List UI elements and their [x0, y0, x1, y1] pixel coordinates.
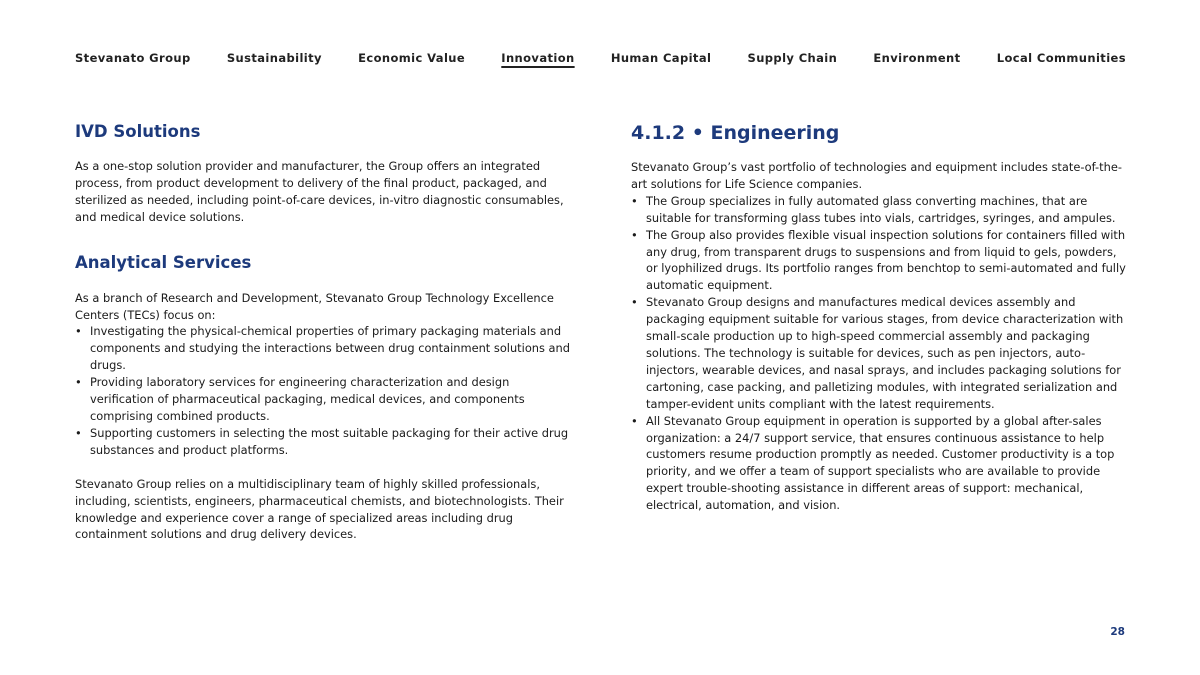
- nav-local-communities[interactable]: Local Communities: [996, 51, 1126, 65]
- analytical-services-closing: Stevanato Group relies on a multidisciplinary team of highly skilled professionals, including, scientists, engineers, pharmaceutical chemists, and biotechnologists. Their knowledge and experience cover a range of specialized areas including drug containment solutions and drug delivery devices.: [75, 476, 564, 542]
- nav-economic-value[interactable]: Economic Value: [358, 51, 466, 65]
- nav-sustainability[interactable]: Sustainability: [226, 51, 322, 65]
- engineering-intro: Stevanato Group’s vast portfolio of technologies and equipment includes state-of-the-art solutions for Life Science companies.: [631, 160, 1122, 191]
- analytical-services-list: [75, 323, 575, 458]
- nav-environment[interactable]: Environment: [873, 51, 961, 65]
- nav-human-capital[interactable]: Human Capital: [610, 51, 712, 65]
- list-item: • Providing laboratory services for engineering characterization and design verification of pharmaceutical packaging, medical devices, and components comprising combined products.: [75, 374, 575, 425]
- list-item: • The Group specializes in fully automated glass converting machines, that are suitable for transforming glass tubes into vials, cartridges, syringes, and ampules.: [631, 193, 1131, 227]
- page-number: 28: [1110, 626, 1125, 638]
- nav-stevanato-group[interactable]: Stevanato Group: [75, 51, 191, 65]
- engineering-heading: 4.1.2 • Engineering: [631, 122, 840, 144]
- nav-supply-chain[interactable]: Supply Chain: [747, 51, 838, 65]
- nav-innovation[interactable]: Innovation: [501, 51, 575, 65]
- list-item: • Stevanato Group designs and manufactures medical devices assembly and packaging equipment suitable for various stages, from device characterization with small-scale production up to high-speed commercial assembly and packaging solutions. The technology is suitable for devices, such as pen injectors, auto-injectors, wearable devices, and nasal sprays, and includes packaging solutions for cartoning, case packing, and palletizing modules, with integrated serialization and tamper-evident units compliant with the latest requirements.: [631, 294, 1131, 412]
- right-column: [631, 121, 1131, 514]
- left-column: [75, 121, 575, 543]
- analytical-services-intro: As a branch of Research and Development, Stevanato Group Technology Excellence Centers (TECs) focus on:: [75, 290, 554, 322]
- list-item: • Supporting customers in selecting the most suitable packaging for their active drug substances and product platforms.: [75, 425, 575, 459]
- ivd-solutions-text: As a one-stop solution provider and manufacturer, the Group offers an integrated process, from product development to delivery of the final product, packaged, and sterilized as needed, including point-of-care devices, in-vitro diagnostic consumables, and medical device solutions.: [75, 159, 564, 224]
- analytical-services-heading: Analytical Services: [75, 252, 252, 272]
- list-item: • Investigating the physical-chemical properties of primary packaging materials and components and studying the interactions between drug containment solutions and drugs.: [75, 323, 575, 374]
- engineering-list: [631, 193, 1131, 514]
- top-navigation: [75, 51, 1126, 65]
- list-item: • All Stevanato Group equipment in operation is supported by a global after-sales organization: a 24/7 support service, that ensures continuous assistance to help customers resume production promptly as needed. Customer productivity is a top priority, and we offer a team of support specialists who are available to provide expert trouble-shooting assistance in different areas of support: mechanical, electrical, automation, and vision.: [631, 413, 1131, 514]
- list-item: • The Group also provides flexible visual inspection solutions for containers filled with any drug, from transparent drugs to suspensions and from liquid to gels, powders, or lyophilized drugs. Its portfolio ranges from benchtop to semi-automated and fully automatic equipment.: [631, 227, 1131, 295]
- ivd-solutions-heading: IVD Solutions: [75, 122, 201, 141]
